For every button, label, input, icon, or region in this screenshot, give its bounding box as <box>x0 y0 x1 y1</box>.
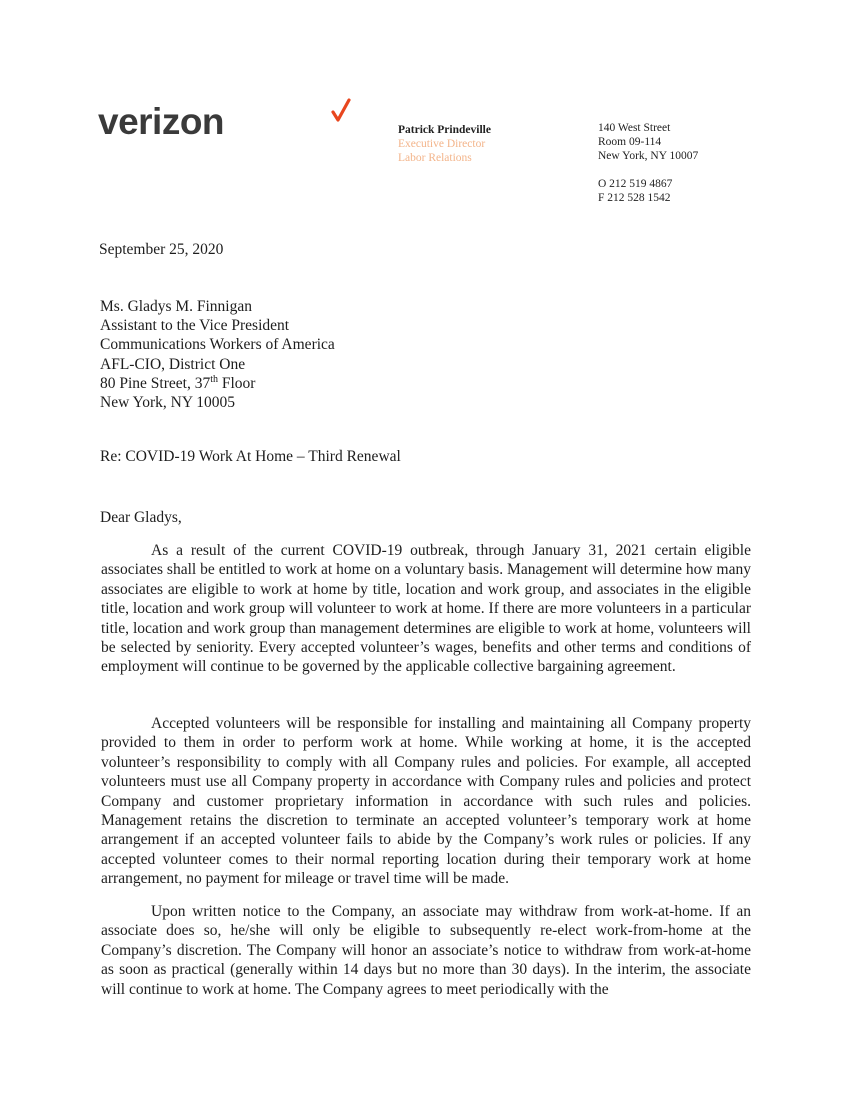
address-line: New York, NY 10007 <box>598 150 699 162</box>
body-paragraph: Accepted volunteers will be responsible for installing and maintaining all Company property provided to them in order to perform work at home. While working at home, it is the accepted volunteer’s responsibility to comply with all Company rules and policies. For example, all accepted volunteers must use all Company property in accordance with Company rules and policies and protect Company and customer proprietary information in accordance with such rules and policies. Management retains the discretion to terminate an accepted volunteer’s temporary work at home arrangement if an accepted volunteer fails to abide by the Company’s work rules or policies. If any accepted volunteer comes to their normal reporting location during their temporary work at home arrangement, no payment for mileage or travel time will be made. <box>101 715 751 888</box>
recipient-title: Assistant to the Vice President <box>100 317 290 335</box>
recipient-street: 80 Pine Street, 37th Floor <box>100 373 256 392</box>
phone-number: O 212 519 4867 <box>598 178 673 190</box>
recipient-name: Ms. Gladys M. Finnigan <box>100 298 252 315</box>
sender-department: Labor Relations <box>398 152 472 164</box>
recipient-district: AFL-CIO, District One <box>100 355 246 373</box>
recipient-city: New York, NY 10005 <box>100 394 236 412</box>
recipient-block <box>100 297 335 412</box>
sender-title: Executive Director <box>398 138 486 150</box>
body-paragraph: Upon written notice to the Company, an associate may withdraw from work-at-home. If an associate does so, he/she will only be eligible to subsequently re-elect work-from-home at the Company’s discretion. The Company will honor an associate’s notice to withdraw from work-at-home as soon as practical (generally within 14 days but no more than 30 days). In the interim, the associate will continue to work at home. The Company agrees to meet periodically with the <box>101 903 751 998</box>
address-line: Room 09-114 <box>598 136 662 148</box>
logo-wordmark: verizon <box>98 101 225 142</box>
letter-date: September 25, 2020 <box>99 241 224 258</box>
sender-address <box>598 121 698 205</box>
sender-block <box>398 123 491 165</box>
subject-line: Re: COVID-19 Work At Home – Third Renewal <box>100 448 401 465</box>
checkmark-icon <box>330 98 352 124</box>
recipient-org: Communications Workers of America <box>100 336 335 354</box>
salutation: Dear Gladys, <box>100 509 182 526</box>
body-paragraph: As a result of the current COVID-19 outbreak, through January 31, 2021 certain eligible associates shall be entitled to work at home on a voluntary basis. Management will determine how many associates are eligible to work at home by title, location and work group, and associates in the eligible title, location and work group will volunteer to work at home. If there are more volunteers in a particular title, location and work group than management determines are eligible to work at home, volunteers will be selected by seniority. Every accepted volunteer’s wages, benefits and other terms and conditions of employment will continue to be governed by the applicable collective bargaining agreement. <box>101 542 751 676</box>
sender-name: Patrick Prindeville <box>398 124 491 136</box>
address-line: 140 West Street <box>598 122 671 134</box>
fax-number: F 212 528 1542 <box>598 192 671 204</box>
verizon-logo <box>98 98 224 146</box>
